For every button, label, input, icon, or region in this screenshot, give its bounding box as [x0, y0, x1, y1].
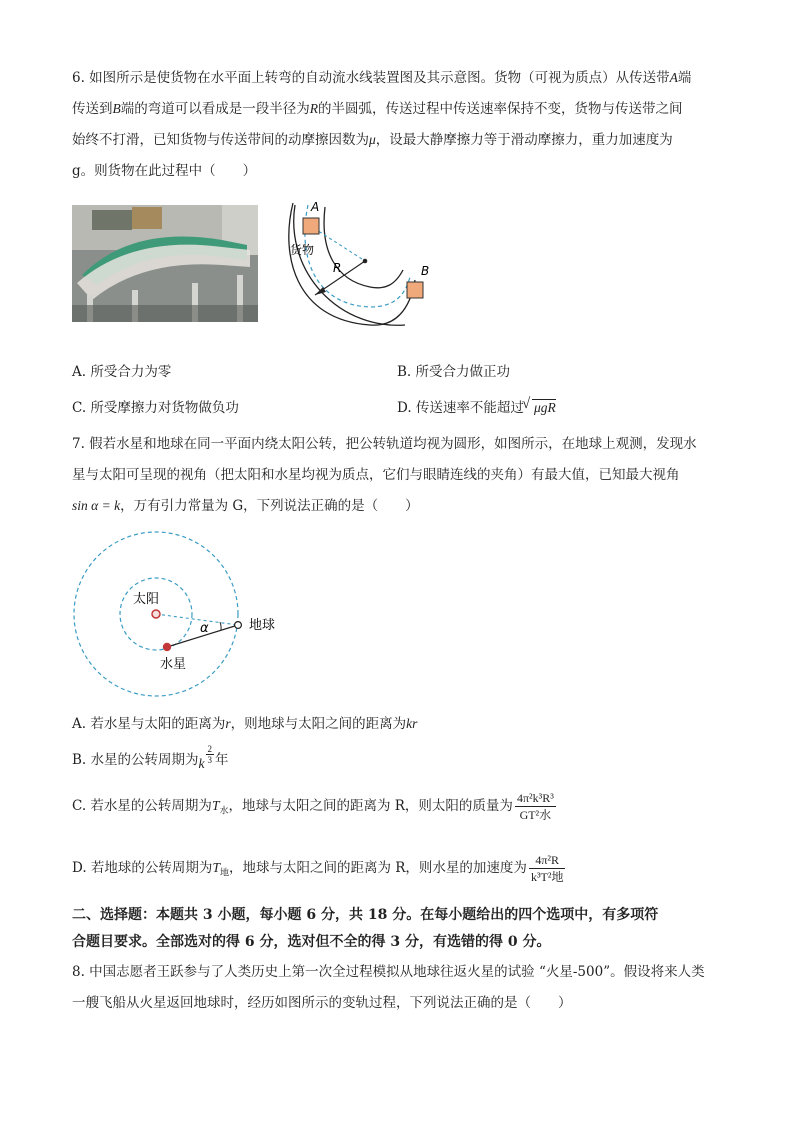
q6-option-D: D. 传送速率不能超过√ μgR	[397, 396, 556, 416]
q7-option-A: A. 若水星与太阳的距离为r，则地球与太阳之间的距离为kr	[72, 716, 418, 732]
cargo-box-B	[407, 282, 423, 298]
section-2-line-1: 二、选择题：本题共 3 小题，每小题 6 分，共 18 分。在每小题给出的四个选项中，有多项符	[72, 907, 659, 923]
q7-option-B: B. 水星的公转周期为k $\frac{2}{3}$ 年	[72, 744, 229, 771]
inner-belt-arc	[324, 207, 403, 288]
label-mercury: 水星	[160, 657, 187, 672]
q7-stem-line-3: sin α = k，万有引力常量为 G，下列说法正确的是（ ）	[72, 498, 419, 514]
section-2-line-2: 合题目要求。全部选对的得 6 分，选对但不全的得 3 分，有选错的得 0 分。	[72, 934, 551, 950]
q6-option-A: A. 所受合力为零	[72, 364, 172, 380]
sun-earth-line	[156, 614, 238, 625]
q6-stem-line-1: 6. 如图所示是使货物在水平面上转弯的自动流水线装置图及其示意图。货物（可视为质点）从传送带A端	[72, 70, 692, 86]
label-A: A	[311, 200, 320, 214]
sun-dot	[152, 610, 160, 618]
q7-option-D: D. 若地球的公转周期为$T_地$，地球与太阳之间的距离为 R，则水星的加速度为 $\frac{\text{4π²R}}{\text{k³T²地}}$	[72, 853, 564, 884]
q7-stem-line-2: 星与太阳可呈现的视角（把太阳和水星均视为质点，它们与眼睛连线的夹角）有最大值，已知最大视角	[72, 467, 680, 483]
earth-dot	[235, 622, 242, 629]
q6-stem-line-4: g。则货物在此过程中（ ）	[72, 163, 257, 179]
label-sun: 太阳	[133, 592, 160, 607]
label-alpha: α	[200, 621, 209, 636]
label-cargo: 货物	[290, 243, 315, 257]
q6-option-C: C. 所受摩擦力对货物做负功	[72, 400, 239, 416]
q6-option-B: B. 所受合力做正功	[397, 364, 511, 380]
conveyor-schematic	[275, 195, 455, 340]
mercury-accel-fraction: $\frac{\text{4π²R}}{\text{k³T²地}}$	[530, 853, 564, 884]
label-R: R	[333, 261, 342, 275]
q7-stem-line-1: 7. 假若水星和地球在同一平面内绕太阳公转，把公转轨道均视为圆形，如图所示，在地球上观测，发现水	[72, 436, 697, 452]
sqrt-mu-g-R: √ μgR	[532, 399, 556, 415]
q6-stem-line-2: 传送到B端的弯道可以看成是一段半径为R的半圆弧，传送过程中传送速率保持不变，货物与传送带之间	[72, 101, 683, 117]
cargo-box-A	[303, 218, 319, 234]
label-earth: 地球	[249, 618, 276, 633]
center-point	[363, 259, 368, 264]
q6-stem-line-3: 始终不打滑，已知货物与传送带间的动摩擦因数为μ，设最大静摩擦力等于滑动摩擦力，重力加速度为	[72, 132, 673, 148]
q8-stem-line-1: 8. 中国志愿者王跃参与了人类历史上第一次全过程模拟从地球往返火星的试验 “火星-500”。假设将来人类	[72, 964, 705, 980]
orbit-diagram	[70, 530, 300, 700]
sun-mass-fraction: $\frac{\text{4π²k³R³}}{\text{GT²水}}$	[516, 791, 554, 822]
q7-option-C: C. 若水星的公转周期为$T_水$，地球与太阳之间的距离为 R，则太阳的质量为 $\frac{\text{4π²k³R³}}{\text{GT²水}}$	[72, 791, 554, 822]
conveyor-photo	[72, 205, 258, 322]
q8-stem-line-2: 一艘飞船从火星返回地球时，经历如图所示的变轨过程，下列说法正确的是（ ）	[72, 995, 572, 1011]
label-B: B	[421, 264, 430, 278]
mercury-dot	[163, 643, 171, 651]
